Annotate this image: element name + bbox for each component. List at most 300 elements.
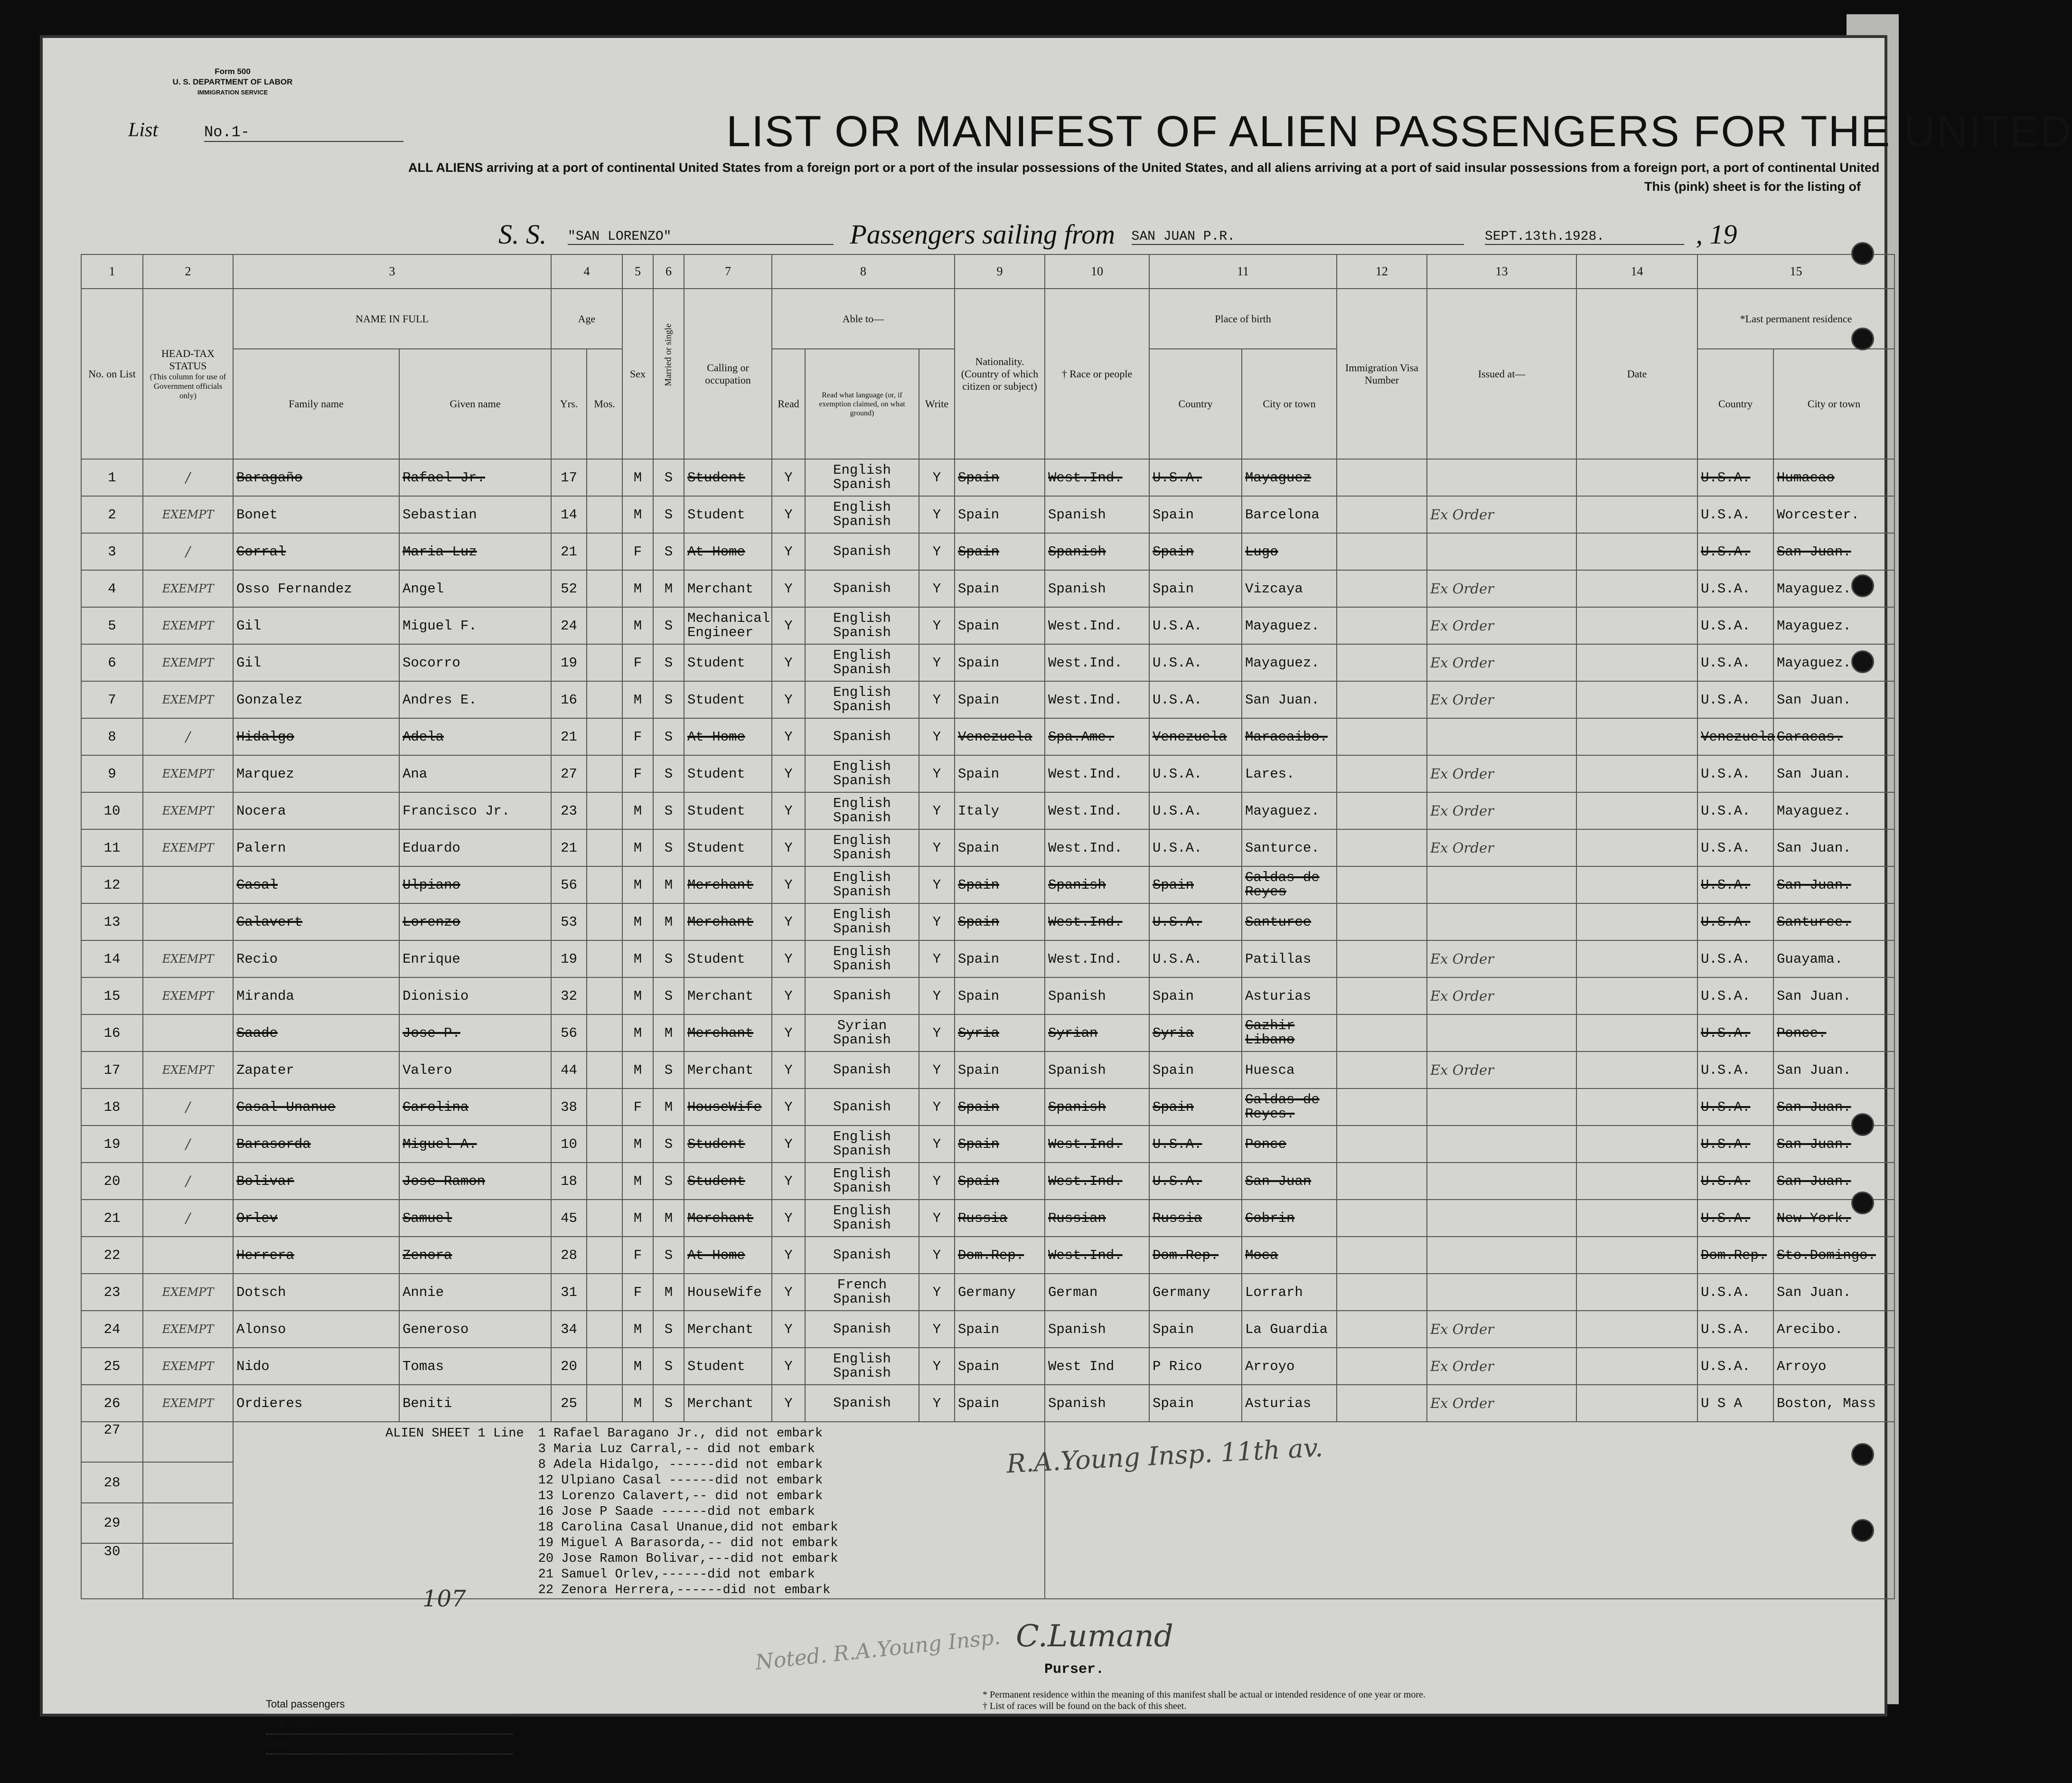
residence-country: U.S.A. [1697, 1274, 1773, 1311]
given-name: Francisco Jr. [399, 792, 551, 829]
birth-city: Asturias [1242, 1385, 1337, 1422]
given-name: Ulpiano [399, 866, 551, 903]
marital-status: M [653, 866, 684, 903]
issued-at: Ex Order [1427, 977, 1576, 1014]
visa-date [1576, 644, 1697, 681]
subtitle: ALL ALIENS arriving at a port of continental United States from a foreign port or a port of the insular possessions of the United States, and all aliens arriving at a port of said insular possessions from a foreign port, a port of continental United [408, 160, 1880, 175]
header-read-language: Read what language (or, if exemption claimed, on what ground) [805, 349, 919, 459]
head-tax-status [143, 1014, 233, 1051]
birth-city: Barcelona [1242, 496, 1337, 533]
birth-city: Mayaguez. [1242, 607, 1337, 644]
birth-country: Spain [1149, 496, 1242, 533]
given-name: Sebastian [399, 496, 551, 533]
birth-country: U.S.A. [1149, 681, 1242, 718]
header-sex: Sex [622, 289, 653, 459]
residence-country: U.S.A. [1697, 903, 1773, 940]
can-write: Y [919, 644, 955, 681]
head-tax-status: / [143, 533, 233, 570]
residence-country: U.S.A. [1697, 570, 1773, 607]
col-num: 3 [233, 254, 551, 289]
sex: M [622, 1311, 653, 1348]
given-name: Lorenzo [399, 903, 551, 940]
given-name: Enrique [399, 940, 551, 977]
header-write: Write [919, 349, 955, 459]
departure-port: SAN JUAN P.R. [1132, 229, 1464, 245]
can-read: Y [772, 607, 805, 644]
issued-at: Ex Order [1427, 644, 1576, 681]
birth-country: U.S.A. [1149, 829, 1242, 866]
occupation: Student [684, 755, 772, 792]
nationality: Spain [955, 755, 1045, 792]
row-number: 1 [81, 459, 143, 496]
residence-city: San Juan. [1773, 1163, 1894, 1200]
row-number: 13 [81, 903, 143, 940]
visa-number [1337, 496, 1427, 533]
can-read: Y [772, 1014, 805, 1051]
residence-country: U.S.A. [1697, 1348, 1773, 1385]
not-embarked-entry: 3 Maria Luz Carral,-- did not embark [538, 1442, 815, 1456]
punch-hole [1851, 242, 1874, 265]
age-years: 56 [551, 1014, 587, 1051]
age-years: 56 [551, 866, 587, 903]
family-name: Baragaño [233, 459, 399, 496]
race: West.Ind. [1045, 607, 1149, 644]
can-read: Y [772, 755, 805, 792]
race: Spanish [1045, 1051, 1149, 1089]
read-language: Spanish [805, 1051, 919, 1089]
nationality: Spain [955, 1089, 1045, 1126]
visa-date [1576, 1014, 1697, 1051]
header-birth-country: Country [1149, 349, 1242, 459]
birth-city: Cazhir Libano [1242, 1014, 1337, 1051]
birth-city: Lugo [1242, 533, 1337, 570]
can-write: Y [919, 755, 955, 792]
table-row [81, 1014, 1894, 1051]
marital-status: S [653, 459, 684, 496]
header-calling: Calling or occupation [684, 289, 772, 459]
table-row [81, 1348, 1894, 1385]
row-number: 3 [81, 533, 143, 570]
visa-date [1576, 1311, 1697, 1348]
nationality: Spain [955, 1385, 1045, 1422]
nationality: Russia [955, 1200, 1045, 1237]
family-name: Bolivar [233, 1163, 399, 1200]
departure-date: SEPT.13th.1928. [1485, 229, 1684, 245]
can-write: Y [919, 1311, 955, 1348]
visa-number [1337, 681, 1427, 718]
can-read: Y [772, 459, 805, 496]
visa-number [1337, 1200, 1427, 1237]
table-row [81, 829, 1894, 866]
age-years: 34 [551, 1311, 587, 1348]
visa-date [1576, 755, 1697, 792]
visa-number [1337, 533, 1427, 570]
can-write: Y [919, 1274, 955, 1311]
occupation: Merchant [684, 1014, 772, 1051]
row-number: 4 [81, 570, 143, 607]
marital-status: M [653, 1089, 684, 1126]
nationality: Spain [955, 977, 1045, 1014]
race: West.Ind. [1045, 1126, 1149, 1163]
marital-status: S [653, 1385, 684, 1422]
residence-country: U.S.A. [1697, 940, 1773, 977]
read-language: English Spanish [805, 1163, 919, 1200]
header-read: Read [772, 349, 805, 459]
manifest-sheet [43, 38, 2072, 1750]
issued-at [1427, 533, 1576, 570]
sex: F [622, 1089, 653, 1126]
age-years: 52 [551, 570, 587, 607]
row-number: 26 [81, 1385, 143, 1422]
ss-label: S. S. [498, 219, 547, 250]
marital-status: S [653, 977, 684, 1014]
table-row [81, 940, 1894, 977]
visa-number [1337, 1089, 1427, 1126]
marital-status: S [653, 829, 684, 866]
can-write: Y [919, 977, 955, 1014]
footnotes [983, 1689, 1425, 1712]
age-months [587, 1200, 622, 1237]
read-language: French Spanish [805, 1274, 919, 1311]
footnote-races: † List of races will be found on the back of this sheet. [983, 1701, 1187, 1711]
residence-city: San Juan. [1773, 1274, 1894, 1311]
residence-country: U.S.A. [1697, 977, 1773, 1014]
issued-at [1427, 1126, 1576, 1163]
age-months [587, 940, 622, 977]
not-embarked-entry: 13 Lorenzo Calavert,-- did not embark [538, 1489, 823, 1503]
given-name: Maria Luz [399, 533, 551, 570]
visa-number [1337, 1051, 1427, 1089]
header-issued-at: Issued at— [1427, 289, 1576, 459]
family-name: Recio [233, 940, 399, 977]
list-number: No.1- [204, 123, 403, 142]
header-race: † Race or people [1045, 289, 1149, 459]
nationality: Spain [955, 459, 1045, 496]
can-read: Y [772, 1237, 805, 1274]
issued-at: Ex Order [1427, 1385, 1576, 1422]
age-years: 53 [551, 903, 587, 940]
totals-block [266, 1695, 513, 1755]
visa-date [1576, 792, 1697, 829]
table-row [81, 1163, 1894, 1200]
age-months [587, 496, 622, 533]
visa-date [1576, 1200, 1697, 1237]
birth-country: Venezuela [1149, 718, 1242, 755]
head-tax-label: HEAD-TAX STATUS [161, 347, 215, 372]
given-name: Carolina [399, 1089, 551, 1126]
family-name: Marquez [233, 755, 399, 792]
given-name: Samuel [399, 1200, 551, 1237]
table-row [81, 570, 1894, 607]
header-mos: Mos. [587, 349, 622, 459]
race: Spanish [1045, 570, 1149, 607]
visa-number [1337, 1163, 1427, 1200]
given-name: Andres E. [399, 681, 551, 718]
birth-country: Spain [1149, 533, 1242, 570]
family-name: Bonet [233, 496, 399, 533]
issued-at [1427, 1089, 1576, 1126]
read-language: English Spanish [805, 644, 919, 681]
head-tax-status [143, 903, 233, 940]
marital-status: M [653, 1014, 684, 1051]
marital-status: S [653, 681, 684, 718]
not-embarked-entry: 16 Jose P Saade ------did not embark [538, 1505, 815, 1519]
race: West Ind [1045, 1348, 1149, 1385]
head-tax-status: EXEMPT [143, 940, 233, 977]
age-years: 10 [551, 1126, 587, 1163]
visa-number [1337, 1274, 1427, 1311]
residence-city: San Juan. [1773, 829, 1894, 866]
marital-status: S [653, 1237, 684, 1274]
residence-city: San Juan. [1773, 681, 1894, 718]
birth-city: Asturias [1242, 977, 1337, 1014]
birth-country: U.S.A. [1149, 459, 1242, 496]
row-number: 14 [81, 940, 143, 977]
given-name: Angel [399, 570, 551, 607]
given-name: Socorro [399, 644, 551, 681]
nationality: Spain [955, 866, 1045, 903]
marital-status: S [653, 940, 684, 977]
age-years: 28 [551, 1237, 587, 1274]
family-name: Zapater [233, 1051, 399, 1089]
birth-country: U.S.A. [1149, 607, 1242, 644]
issued-at [1427, 903, 1576, 940]
issued-at: Ex Order [1427, 1311, 1576, 1348]
occupation: Merchant [684, 570, 772, 607]
can-write: Y [919, 829, 955, 866]
sex: M [622, 1014, 653, 1051]
age-months [587, 1126, 622, 1163]
visa-date [1576, 1348, 1697, 1385]
table-row [81, 459, 1894, 496]
birth-city: Cobrin [1242, 1200, 1337, 1237]
given-name: Miguel A. [399, 1126, 551, 1163]
purser-label: Purser. [1044, 1661, 1105, 1678]
age-months [587, 829, 622, 866]
occupation: Merchant [684, 1311, 772, 1348]
col-num: 4 [551, 254, 622, 289]
birth-country: U.S.A. [1149, 940, 1242, 977]
table-row [81, 681, 1894, 718]
age-years: 19 [551, 940, 587, 977]
read-language: English Spanish [805, 940, 919, 977]
can-write: Y [919, 1200, 955, 1237]
nationality: Germany [955, 1274, 1045, 1311]
occupation: Merchant [684, 866, 772, 903]
col-num: 15 [1697, 254, 1894, 289]
read-language: Spanish [805, 1237, 919, 1274]
read-language: English Spanish [805, 1348, 919, 1385]
birth-city: Arroyo [1242, 1348, 1337, 1385]
table-row [81, 718, 1894, 755]
subtitle-2: This (pink) sheet is for the listing of [1644, 179, 1861, 194]
issued-at [1427, 1237, 1576, 1274]
visa-number [1337, 1348, 1427, 1385]
birth-city: Santurce [1242, 903, 1337, 940]
punch-hole [1851, 574, 1874, 597]
form-service: IMMIGRATION SERVICE [197, 89, 268, 96]
residence-country: U.S.A. [1697, 681, 1773, 718]
can-write: Y [919, 459, 955, 496]
read-language: English Spanish [805, 681, 919, 718]
year-suffix: , 19 [1696, 219, 1737, 250]
head-tax-status: / [143, 718, 233, 755]
age-months [587, 1163, 622, 1200]
visa-date [1576, 1237, 1697, 1274]
family-name: Miranda [233, 977, 399, 1014]
can-read: Y [772, 1200, 805, 1237]
marital-status: M [653, 1274, 684, 1311]
residence-country: U.S.A. [1697, 1200, 1773, 1237]
family-name: Saade [233, 1014, 399, 1051]
occupation: Merchant [684, 903, 772, 940]
header-row [81, 289, 1894, 349]
not-embarked-entry: 8 Adela Hidalgo, ------did not embark [538, 1458, 823, 1472]
can-read: Y [772, 718, 805, 755]
col-num: 14 [1576, 254, 1697, 289]
can-read: Y [772, 866, 805, 903]
issued-at [1427, 1274, 1576, 1311]
birth-city: Ponce [1242, 1126, 1337, 1163]
col-num: 6 [653, 254, 684, 289]
row-number: 15 [81, 977, 143, 1014]
table-row [81, 1237, 1894, 1274]
race: Syrian [1045, 1014, 1149, 1051]
can-read: Y [772, 1385, 805, 1422]
birth-country: Dom.Rep. [1149, 1237, 1242, 1274]
birth-country: U.S.A. [1149, 903, 1242, 940]
visa-date [1576, 1163, 1697, 1200]
occupation: Student [684, 792, 772, 829]
sex: M [622, 496, 653, 533]
age-years: 14 [551, 496, 587, 533]
visa-number [1337, 459, 1427, 496]
birth-country: Russia [1149, 1200, 1242, 1237]
age-years: 45 [551, 1200, 587, 1237]
birth-country: Syria [1149, 1014, 1242, 1051]
can-read: Y [772, 1163, 805, 1200]
birth-city: Mayaguez [1242, 459, 1337, 496]
age-years: 31 [551, 1274, 587, 1311]
visa-date [1576, 1089, 1697, 1126]
age-months [587, 1014, 622, 1051]
sex: M [622, 570, 653, 607]
sex: F [622, 1237, 653, 1274]
visa-number [1337, 940, 1427, 977]
can-write: Y [919, 1126, 955, 1163]
age-months [587, 1385, 622, 1422]
race: Spa.Ame. [1045, 718, 1149, 755]
residence-city: New York. [1773, 1200, 1894, 1237]
header-date: Date [1576, 289, 1697, 459]
residence-city: Santurce. [1773, 903, 1894, 940]
birth-city: La Guardia [1242, 1311, 1337, 1348]
given-name: Generoso [399, 1311, 551, 1348]
head-tax-status: EXEMPT [143, 496, 233, 533]
issued-at: Ex Order [1427, 496, 1576, 533]
sex: M [622, 1348, 653, 1385]
issued-at: Ex Order [1427, 1051, 1576, 1089]
residence-city: Mayaguez. [1773, 644, 1894, 681]
issued-at: Ex Order [1427, 755, 1576, 792]
given-name: Dionisio [399, 977, 551, 1014]
issued-at: Ex Order [1427, 681, 1576, 718]
given-name: Eduardo [399, 829, 551, 866]
head-tax-status: / [143, 1126, 233, 1163]
issued-at: Ex Order [1427, 940, 1576, 977]
can-read: Y [772, 570, 805, 607]
age-years: 21 [551, 718, 587, 755]
birth-country: P Rico [1149, 1348, 1242, 1385]
sex: F [622, 1274, 653, 1311]
can-read: Y [772, 644, 805, 681]
residence-city: Mayaguez. [1773, 607, 1894, 644]
issued-at [1427, 1200, 1576, 1237]
race: West.Ind. [1045, 903, 1149, 940]
read-language: Spanish [805, 1385, 919, 1422]
issued-at: Ex Order [1427, 607, 1576, 644]
age-years: 32 [551, 977, 587, 1014]
can-read: Y [772, 829, 805, 866]
table-row [81, 977, 1894, 1014]
residence-country: U.S.A. [1697, 1163, 1773, 1200]
marital-status: M [653, 903, 684, 940]
occupation: Student [684, 1163, 772, 1200]
race: Spanish [1045, 1385, 1149, 1422]
can-write: Y [919, 681, 955, 718]
birth-city: Maracaibo. [1242, 718, 1337, 755]
row-number: 30 [81, 1543, 143, 1599]
row-number: 8 [81, 718, 143, 755]
given-name: Valero [399, 1051, 551, 1089]
age-years: 23 [551, 792, 587, 829]
sex: M [622, 1126, 653, 1163]
residence-city: Mayaguez. [1773, 570, 1894, 607]
marital-status: M [653, 570, 684, 607]
read-language: English Spanish [805, 792, 919, 829]
can-read: Y [772, 496, 805, 533]
occupation: Student [684, 681, 772, 718]
head-tax-status: EXEMPT [143, 755, 233, 792]
family-name: Calavert [233, 903, 399, 940]
can-write: Y [919, 1089, 955, 1126]
age-months [587, 1237, 622, 1274]
birth-country: U.S.A. [1149, 792, 1242, 829]
row-number: 23 [81, 1274, 143, 1311]
age-months [587, 459, 622, 496]
visa-date [1576, 1274, 1697, 1311]
row-number: 21 [81, 1200, 143, 1237]
table-row [81, 1126, 1894, 1163]
read-language: English Spanish [805, 903, 919, 940]
visa-date [1576, 496, 1697, 533]
race: Spanish [1045, 496, 1149, 533]
nationality: Spain [955, 1348, 1045, 1385]
head-tax-status: EXEMPT [143, 607, 233, 644]
birth-city: San Juan. [1242, 681, 1337, 718]
race: West.Ind. [1045, 829, 1149, 866]
age-years: 17 [551, 459, 587, 496]
row-number: 7 [81, 681, 143, 718]
header-able-to: Able to— [772, 289, 955, 349]
visa-date [1576, 1126, 1697, 1163]
visa-number [1337, 829, 1427, 866]
residence-city: Sto.Domingo. [1773, 1237, 1894, 1274]
family-name: Hidalgo [233, 718, 399, 755]
can-write: Y [919, 1014, 955, 1051]
residence-city: San Juan. [1773, 977, 1894, 1014]
residence-city: San Juan. [1773, 1089, 1894, 1126]
